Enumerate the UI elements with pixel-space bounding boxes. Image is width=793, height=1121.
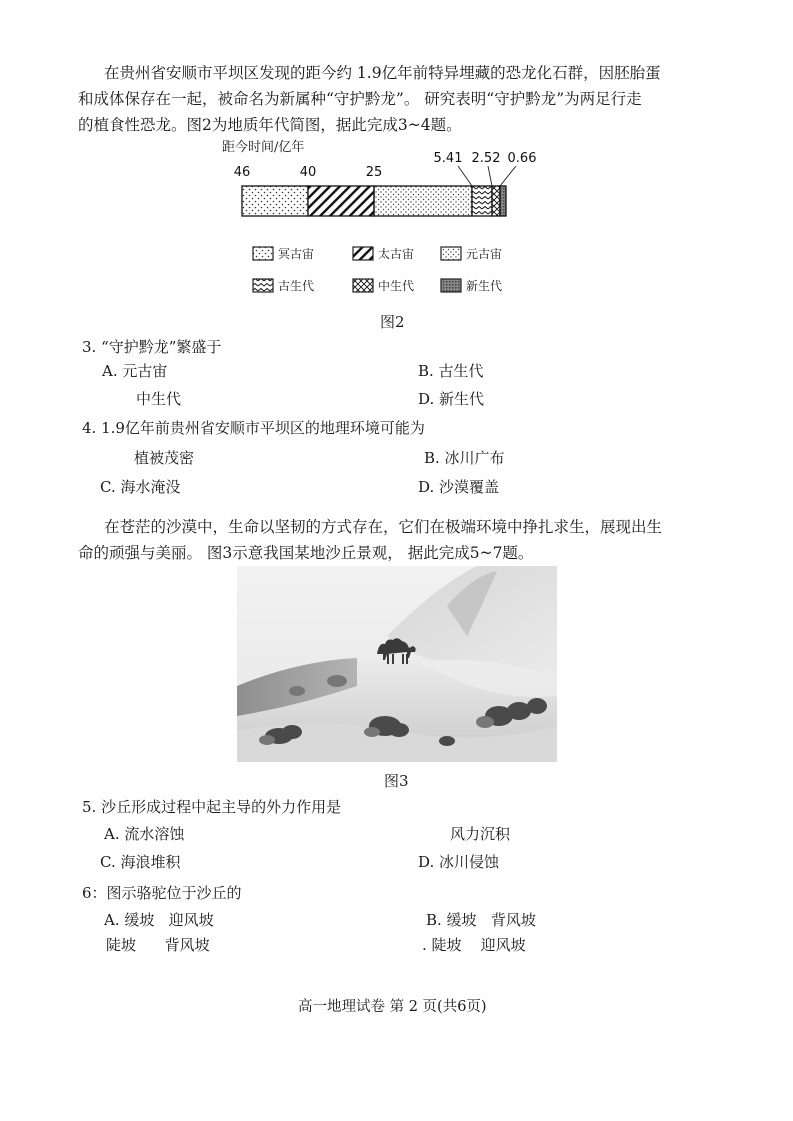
intro2-line-1: 在苍茫的沙漠中，生命以坚韧的方式存在，它们在极端环境中挣扎求生，展现出生 [104, 518, 663, 536]
timeline-segment-mesozoic [492, 186, 500, 216]
tick-leader-line [458, 166, 472, 186]
hadean-swatch-icon [252, 246, 274, 261]
legend-label: 中生代 [378, 279, 415, 293]
q3-option-b: B. 古生代 [418, 362, 484, 380]
q5-stem: 5. 沙丘形成过程中起主导的外力作用是 [82, 798, 342, 816]
legend-label: 古生代 [278, 279, 315, 293]
legend-label: 元古宙 [466, 247, 503, 261]
q3-option-a: A. 元古宙 [102, 362, 168, 380]
tick-label: 25 [365, 165, 383, 180]
legend-item-cenozoic [440, 277, 502, 294]
figure3-caption: 图3 [384, 772, 409, 790]
q4-option-c: C. 海水淹没 [100, 478, 181, 496]
q4-option-d: D. 沙漠覆盖 [418, 478, 500, 496]
q6-option-b: B. 缓坡 背风坡 [426, 911, 536, 929]
cenozoic-swatch-icon [440, 278, 462, 293]
q4-stem: 4. 1.9亿年前贵州省安顺市平坝区的地理环境可能为 [82, 419, 425, 437]
legend-label: 冥古宙 [278, 247, 315, 261]
legend-item-mesozoic [352, 277, 414, 294]
legend-item-proterozoic [440, 245, 502, 262]
intro-line-1: 在贵州省安顺市平坝区发现的距今约 1.9亿年前特异埋藏的恐龙化石群，因胚胎蛋 [104, 64, 661, 82]
q6-stem: 6：图示骆驼位于沙丘的 [82, 884, 242, 902]
q5-option-d: D. 冰川侵蚀 [418, 853, 500, 871]
proterozoic-swatch-icon [440, 246, 462, 261]
q5-option-a: A. 流水溶蚀 [104, 825, 185, 843]
legend-item-archean [352, 245, 414, 262]
q6-option-d: . 陡坡 迎风坡 [422, 936, 526, 954]
intro-line-3: 的植食性恐龙。图2为地质年代简图，据此完成3~4题。 [78, 116, 462, 134]
legend-item-hadean [252, 245, 314, 262]
legend-label: 新生代 [466, 279, 503, 293]
sand-dune-image [237, 566, 557, 762]
timeline-segment-hadean [242, 186, 308, 216]
q5-option-c: C. 海浪堆积 [100, 853, 181, 871]
legend-item-paleozoic [252, 277, 314, 294]
paleozoic-swatch-icon [252, 278, 274, 293]
timeline-segment-cenozoic [500, 186, 506, 216]
q3-option-c: 中生代 [136, 390, 182, 408]
tick-label: 5.41 [433, 151, 463, 166]
q6-option-c: 陡坡 背风坡 [106, 936, 210, 954]
mesozoic-swatch-icon [352, 278, 374, 293]
tick-label: 0.66 [507, 151, 537, 166]
figure2-caption: 图2 [380, 313, 405, 331]
q3-stem: 3. “守护黔龙”繁盛于 [82, 338, 222, 356]
timeline-segment-proterozoic [374, 186, 472, 216]
q6-option-a: A. 缓坡 迎风坡 [104, 911, 214, 929]
intro-line-2: 和成体保存在一起，被命名为新属种“守护黔龙”。 研究表明“守护黔龙”为两足行走 [78, 90, 642, 108]
tick-label: 46 [233, 165, 251, 180]
legend-label: 太古宙 [378, 247, 415, 261]
archean-swatch-icon [352, 246, 374, 261]
tick-label: 2.52 [471, 151, 501, 166]
page-footer: 高一地理试卷 第 2 页(共6页) [298, 999, 487, 1015]
timeline-segment-archean [308, 186, 374, 216]
q5-option-b: 风力沉积 [450, 825, 511, 843]
q3-option-d: D. 新生代 [418, 390, 485, 408]
q4-option-a: 植被茂密 [134, 449, 195, 467]
tick-label: 40 [299, 165, 317, 180]
q4-option-b: B. 冰川广布 [424, 449, 505, 467]
timeline-segment-paleozoic [472, 186, 492, 216]
intro2-line-2: 命的顽强与美丽。 图3示意我国某地沙丘景观， 据此完成5~7题。 [78, 544, 534, 562]
tick-leader-line [500, 166, 516, 186]
timeline-chart [230, 146, 537, 226]
tick-leader-line [488, 166, 492, 186]
figure2-axis-title: 距今时间/亿年 [222, 140, 305, 155]
